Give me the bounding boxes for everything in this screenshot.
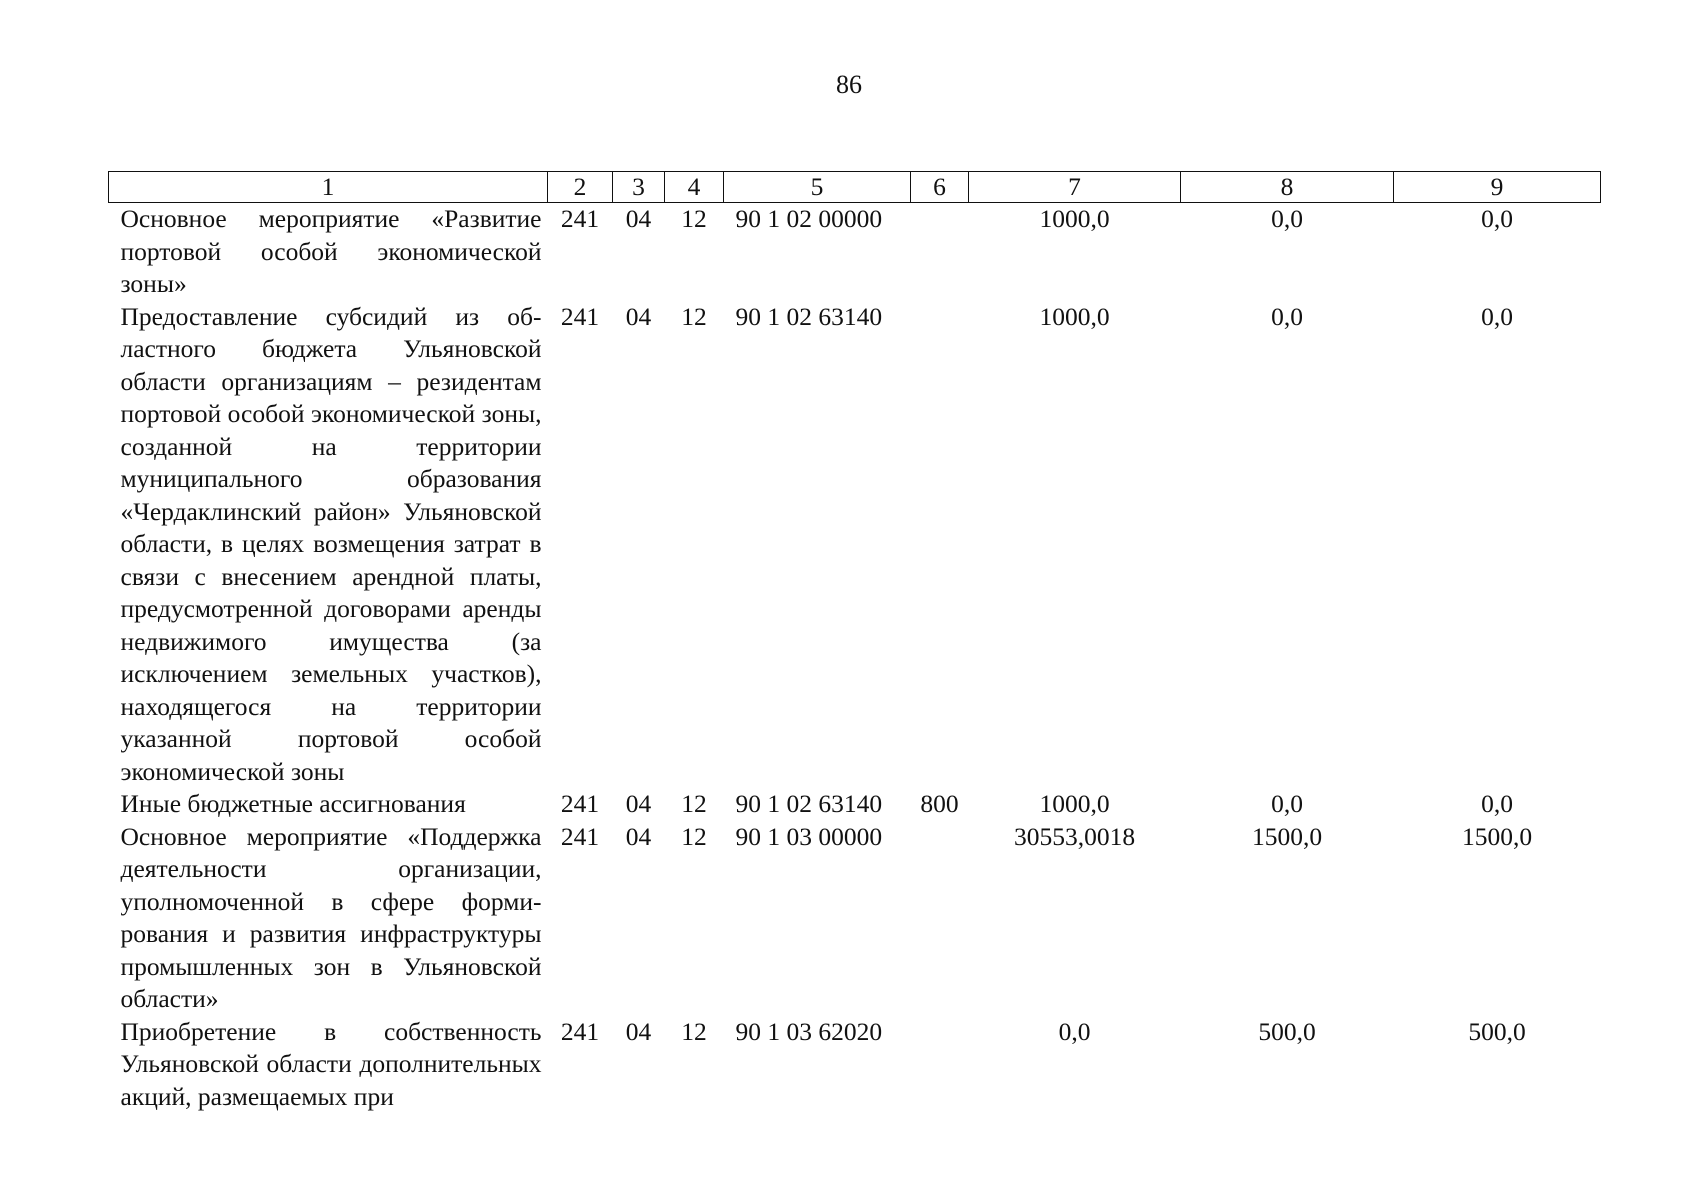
col7-cell: 1000,0 xyxy=(1039,301,1110,331)
col7-cell: 1000,0 xyxy=(1039,204,1110,233)
row-name-cell: Основное мероприятие «Поддержка деятельности организации, уполномоченной в сфере формирования и развития инфраструктуры промышленных зон в Ульяновской области» xyxy=(120,821,542,1013)
col2-cell: 241 xyxy=(560,301,600,331)
budget-table xyxy=(108,171,1601,1113)
col2-cell: 241 xyxy=(560,821,600,851)
page-number: 86 xyxy=(836,70,862,99)
col6-cell xyxy=(911,1016,969,1114)
column-header-2: 2 xyxy=(548,172,613,203)
col3-cell: 04 xyxy=(625,204,652,233)
col6-cell xyxy=(911,301,969,789)
table-row xyxy=(109,203,1601,301)
table-row xyxy=(109,301,1601,789)
table-row xyxy=(109,1016,1601,1114)
col8-cell: 500,0 xyxy=(1258,1016,1316,1046)
col5-cell: 90 1 02 00000 xyxy=(735,204,883,233)
column-header-7: 7 xyxy=(969,172,1181,203)
col7-cell: 1000,0 xyxy=(1039,789,1110,818)
column-header-3: 3 xyxy=(613,172,665,203)
column-header-6: 6 xyxy=(911,172,969,203)
col8-cell: 0,0 xyxy=(1271,789,1303,818)
row-name-cell: Предоставление субсидий из областного бюджета Ульяновской области организациям – резидентам портовой особой экономической зоны, созданной на территории муниципального образования «Чердаклинский район» Ульяновской области, в целях возмещения затрат в связи с внесением арендной платы, предусмотренной договорами аренды недвижимого имущества (за исключением земельных участков), находящегося на территории указанной портовой особой экономической зоны xyxy=(120,301,542,786)
col8-cell: 1500,0 xyxy=(1251,821,1323,851)
col3-cell: 04 xyxy=(625,1016,652,1046)
table-header xyxy=(109,172,1601,203)
col8-cell: 0,0 xyxy=(1271,204,1303,233)
col4-cell: 12 xyxy=(681,204,707,233)
col5-cell: 90 1 03 00000 xyxy=(735,821,883,851)
row-name-cell: Основное мероприятие «Развитие портовой особой экономической зоны» xyxy=(120,204,542,298)
col5-cell: 90 1 03 62020 xyxy=(735,1016,883,1046)
row-name-cell: Иные бюджетные ассигнования xyxy=(120,789,466,818)
col2-cell: 241 xyxy=(560,1016,600,1046)
column-header-4: 4 xyxy=(665,172,724,203)
col6-cell xyxy=(911,203,969,301)
col7-cell: 30553,0018 xyxy=(1013,821,1136,851)
col5-cell: 90 1 02 63140 xyxy=(735,789,883,818)
row-name-cell: Приобретение в собственность Ульяновской области дополнительных акций, размещаемых при xyxy=(120,1016,542,1111)
col4-cell: 12 xyxy=(681,789,707,818)
column-header-1: 1 xyxy=(109,172,548,203)
col2-cell: 241 xyxy=(560,204,600,233)
col4-cell: 12 xyxy=(681,821,707,851)
col9-cell: 0,0 xyxy=(1481,301,1513,331)
col6-cell: 800 xyxy=(920,789,959,818)
table-body xyxy=(109,203,1601,1114)
col4-cell: 12 xyxy=(681,1016,707,1046)
col2-cell: 241 xyxy=(560,789,600,818)
column-header-9: 9 xyxy=(1394,172,1601,203)
col4-cell: 12 xyxy=(681,301,707,331)
column-header-8: 8 xyxy=(1181,172,1394,203)
col7-cell: 0,0 xyxy=(1058,1016,1091,1046)
col5-cell: 90 1 02 63140 xyxy=(735,301,883,331)
col3-cell: 04 xyxy=(625,301,652,331)
col9-cell: 500,0 xyxy=(1468,1016,1526,1046)
table-row xyxy=(109,788,1601,821)
col6-cell xyxy=(911,821,969,1016)
table-row xyxy=(109,821,1601,1016)
col3-cell: 04 xyxy=(625,821,652,851)
column-header-5: 5 xyxy=(724,172,911,203)
col9-cell: 0,0 xyxy=(1481,789,1513,818)
col3-cell: 04 xyxy=(625,789,652,818)
col8-cell: 0,0 xyxy=(1271,301,1303,331)
header-row xyxy=(109,172,1601,203)
col9-cell: 1500,0 xyxy=(1461,821,1533,851)
col9-cell: 0,0 xyxy=(1481,204,1513,233)
